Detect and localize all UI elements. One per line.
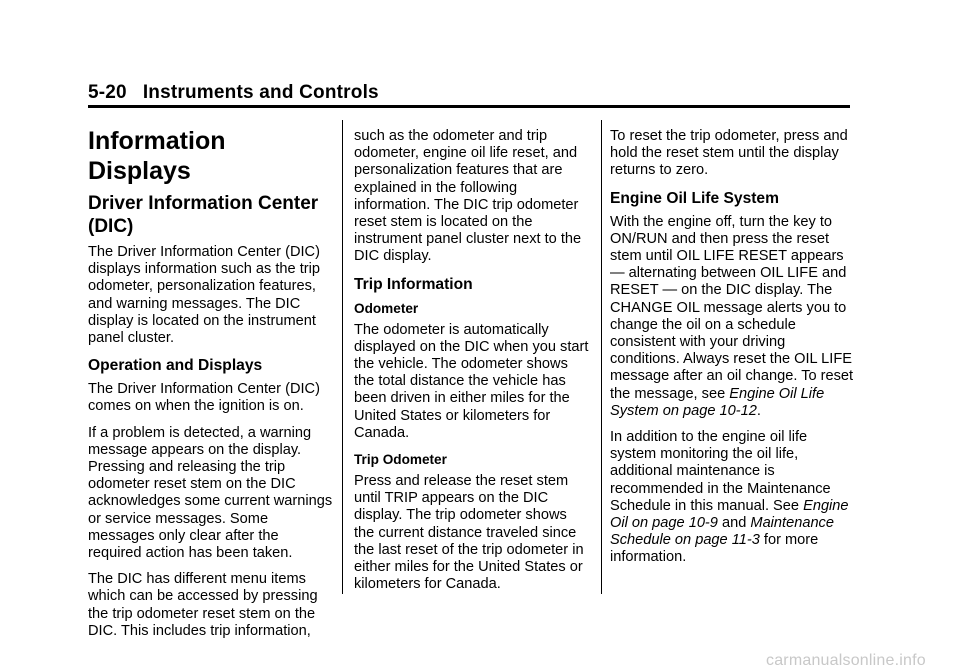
header-rule — [88, 105, 850, 108]
maintenance-text: In addition to the engine oil life system monitoring the oil life, additional maintenance is recommended in the Maintenance Schedule in this manual. See — [610, 429, 831, 514]
paragraph-maintenance — [610, 429, 854, 567]
page-title: Information Displays — [88, 127, 226, 185]
column-divider — [601, 120, 602, 594]
oil-life-text: With the engine off, turn the key to ON/RUN and then press the reset stem until OIL LIFE RESET appears — alternating between OIL LIFE and RESET — on the DIC display. The CHANGE OIL message alerts you to change the oil on a schedule consistent with your driving conditions. Always reset the OIL LIFE message after an oil change. To reset the message, see — [610, 213, 854, 402]
heading-trip-information: Trip Information — [354, 275, 473, 293]
paragraph-trip-odometer: Press and release the reset stem until TRIP appears on the DIC display. The trip odometer shows the current distance traveled since the last reset of the trip odometer in either miles for the United States or kilometers for Canada. — [354, 473, 584, 593]
column-1 — [88, 118, 334, 649]
paragraph-continued: such as the odometer and trip odometer, engine oil life reset, and personalization features that are explained in the following information. The DIC trip odometer reset stem is located on the instrument panel cluster next to the DIC display. — [354, 128, 582, 265]
watermark: carmanualsonline.info — [766, 652, 926, 669]
period: . — [756, 402, 761, 419]
paragraph-operation-1: The Driver Information Center (DIC) comes on when the ignition is on. — [88, 381, 320, 415]
paragraph-oil-life — [610, 214, 854, 420]
heading-engine-oil-life: Engine Oil Life System — [610, 189, 779, 207]
heading-trip-odometer: Trip Odometer — [354, 452, 447, 468]
paragraph-operation-3: The DIC has different menu items which can be accessed by pressing the trip odometer reset stem on the DIC. This includes trip information, — [88, 571, 318, 639]
link-engine-oil-life-system[interactable]: Engine Oil Life System on page 10-12 — [610, 385, 825, 419]
and-word: and — [721, 515, 747, 532]
heading-dic: Driver Information Center (DIC) — [88, 193, 319, 237]
column-2 — [354, 118, 590, 602]
page-header — [88, 82, 379, 104]
maintenance-end-text: for more information. — [610, 532, 819, 566]
paragraph-reset: To reset the trip odometer, press and hold the reset stem until the display returns to zero. — [610, 128, 848, 179]
paragraph-operation-2: If a problem is detected, a warning message appears on the display. Pressing and releasing the trip odometer reset stem on the DIC acknowledges some current warnings or service messages. Some messages only clear after the required action has been taken. — [88, 424, 333, 562]
link-maintenance-schedule[interactable]: Maintenance Schedule on page 11-3 — [610, 515, 834, 549]
paragraph-dic: The Driver Information Center (DIC) displays information such as the trip odometer, personalization features, and warning messages. The DIC display is located on the instrument panel cluster. — [88, 244, 320, 347]
heading-operation: Operation and Displays — [88, 357, 263, 375]
link-engine-oil[interactable]: Engine Oil on page 10-9 — [610, 497, 849, 532]
heading-odometer: Odometer — [354, 300, 419, 316]
column-divider — [342, 120, 343, 594]
page-number: 5-20 — [88, 82, 127, 103]
paragraph-odometer: The odometer is automatically displayed on the DIC when you start the vehicle. The odometer shows the total distance the vehicle has been driven in either miles for the United States or kilometers for Canada. — [354, 321, 589, 441]
section-title: Instruments and Controls — [142, 82, 379, 103]
column-3 — [610, 118, 854, 576]
